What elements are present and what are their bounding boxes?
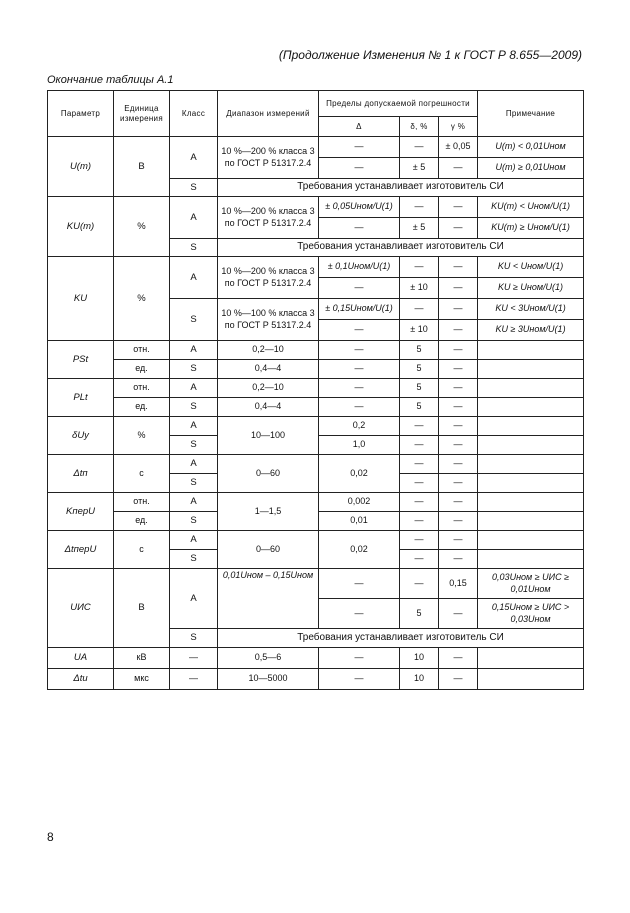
table-caption: Окончание таблицы А.1 [47, 74, 174, 86]
dtn-a-note [478, 455, 584, 474]
unit-u-m: В [114, 137, 170, 197]
class-dti: — [170, 669, 218, 690]
ku-m-r1-note: KU(m) < Uном/U(1) [478, 197, 584, 218]
pst-s-abs: — [319, 360, 400, 379]
range-ku-m: 10 %—200 % класса 3 по ГОСТ Р 51317.2.4 [218, 197, 319, 239]
range-plt-a: 0,2—10 [218, 379, 319, 398]
dur-s-note [478, 436, 584, 455]
ku-m-r1-gamma: — [439, 197, 478, 218]
header-gamma: γ % [439, 117, 478, 137]
dtn-s-rel: — [400, 474, 439, 493]
class-ua: — [170, 648, 218, 669]
header-param: Параметр [48, 91, 114, 137]
dur-s-rel: — [400, 436, 439, 455]
dur-a-abs: 0,2 [319, 417, 400, 436]
pst-s-gamma: — [439, 360, 478, 379]
class-ku-a: A [170, 257, 218, 299]
ua-rel: 10 [400, 648, 439, 669]
u-m-r1-gamma: ± 0,05 [439, 137, 478, 158]
param-u-m: U(m) [48, 137, 114, 197]
class-dur-s: S [170, 436, 218, 455]
range-ua: 0,5—6 [218, 648, 319, 669]
uis-r2-note: 0,15Uном ≥ UИС > 0,03Uном [478, 599, 584, 629]
uis-r1-note: 0,03Uном ≥ UИС ≥ 0,01Uном [478, 569, 584, 599]
class-ku-m-s: S [170, 239, 218, 257]
range-dur: 10—100 [218, 417, 319, 455]
header-unit: Единица измерения [114, 91, 170, 137]
ku-a1-gamma: — [439, 257, 478, 278]
class-dtper-s: S [170, 550, 218, 569]
page-header: (Продолжение Изменения № 1 к ГОСТ Р 8.655—2009) [278, 48, 582, 62]
class-plt-s: S [170, 398, 218, 417]
ku-m-r2-rel: ± 5 [400, 218, 439, 239]
dtn-abs: 0,02 [319, 455, 400, 493]
ku-s2-abs: — [319, 320, 400, 341]
kper-a-note [478, 493, 584, 512]
pst-a-note [478, 341, 584, 360]
class-uis-a: A [170, 569, 218, 629]
ku-s2-gamma: — [439, 320, 478, 341]
range-dtn: 0—60 [218, 455, 319, 493]
ku-a2-gamma: — [439, 278, 478, 299]
kper-s-note [478, 512, 584, 531]
unit-dti: мкс [114, 669, 170, 690]
unit-ua: кВ [114, 648, 170, 669]
u-m-r2-note: U(m) ≥ 0,01Uном [478, 158, 584, 179]
dti-gamma: — [439, 669, 478, 690]
header-delta-abs: Δ [319, 117, 400, 137]
plt-s-gamma: — [439, 398, 478, 417]
page-number: 8 [47, 830, 54, 844]
class-dtn-a: A [170, 455, 218, 474]
ku-a2-note: KU ≥ Uном/U(1) [478, 278, 584, 299]
dtper-s-gamma: — [439, 550, 478, 569]
unit-uis: В [114, 569, 170, 648]
plt-a-rel: 5 [400, 379, 439, 398]
unit-plt-2: ед. [114, 398, 170, 417]
unit-pst-1: отн. [114, 341, 170, 360]
param-dtn: Δtп [48, 455, 114, 493]
header-range: Диапазон измерений [218, 91, 319, 137]
unit-plt-1: отн. [114, 379, 170, 398]
dtper-s-note [478, 550, 584, 569]
range-kper: 1—1,5 [218, 493, 319, 531]
range-ku-s: 10 %—100 % класса 3 по ГОСТ Р 51317.2.4 [218, 299, 319, 341]
plt-a-abs: — [319, 379, 400, 398]
uis-requirement: Требования устанавливает изготовитель СИ [218, 629, 584, 648]
ku-m-r1-rel: — [400, 197, 439, 218]
ua-note [478, 648, 584, 669]
param-uis: UИС [48, 569, 114, 648]
pst-s-note [478, 360, 584, 379]
plt-a-gamma: — [439, 379, 478, 398]
uis-r1-gamma: 0,15 [439, 569, 478, 599]
ku-s1-rel: — [400, 299, 439, 320]
ku-m-r2-note: KU(m) ≥ Uном/U(1) [478, 218, 584, 239]
ku-s1-gamma: — [439, 299, 478, 320]
param-dti: Δtи [48, 669, 114, 690]
ku-a2-abs: — [319, 278, 400, 299]
param-dur: δUу [48, 417, 114, 455]
dtper-abs: 0,02 [319, 531, 400, 569]
ku-a1-note: KU < Uном/U(1) [478, 257, 584, 278]
ku-s2-rel: ± 10 [400, 320, 439, 341]
ku-m-r2-abs: — [319, 218, 400, 239]
u-m-r1-abs: — [319, 137, 400, 158]
ku-a1-abs: ± 0,1Uном/U(1) [319, 257, 400, 278]
uis-r2-abs: — [319, 599, 400, 629]
ku-s1-note: KU < 3Uном/U(1) [478, 299, 584, 320]
header-class: Класс [170, 91, 218, 137]
plt-s-rel: 5 [400, 398, 439, 417]
range-ku-a: 10 %—200 % класса 3 по ГОСТ Р 51317.2.4 [218, 257, 319, 299]
u-m-requirement: Требования устанавливает изготовитель СИ [218, 179, 584, 197]
unit-kper-1: отн. [114, 493, 170, 512]
class-dtn-s: S [170, 474, 218, 493]
dur-s-abs: 1,0 [319, 436, 400, 455]
plt-a-note [478, 379, 584, 398]
dur-a-note [478, 417, 584, 436]
ku-m-r2-gamma: — [439, 218, 478, 239]
range-plt-s: 0,4—4 [218, 398, 319, 417]
param-dtper: ΔtперU [48, 531, 114, 569]
kper-s-abs: 0,01 [319, 512, 400, 531]
unit-dtn: с [114, 455, 170, 493]
class-u-m-a: A [170, 137, 218, 179]
class-uis-s: S [170, 629, 218, 648]
kper-s-rel: — [400, 512, 439, 531]
range-pst-s: 0,4—4 [218, 360, 319, 379]
dtper-s-rel: — [400, 550, 439, 569]
range-dtper: 0—60 [218, 531, 319, 569]
unit-ku-m: % [114, 197, 170, 257]
param-ku: KU [48, 257, 114, 341]
range-dti: 10—5000 [218, 669, 319, 690]
header-delta-rel: δ, % [400, 117, 439, 137]
unit-kper-2: ед. [114, 512, 170, 531]
kper-a-rel: — [400, 493, 439, 512]
u-m-r1-note: U(m) < 0,01Uном [478, 137, 584, 158]
kper-a-abs: 0,002 [319, 493, 400, 512]
u-m-r2-rel: ± 5 [400, 158, 439, 179]
uis-r1-rel: — [400, 569, 439, 599]
uis-r2-rel: 5 [400, 599, 439, 629]
class-ku-m-a: A [170, 197, 218, 239]
class-pst-s: S [170, 360, 218, 379]
range-u-m: 10 %—200 % класса 3 по ГОСТ Р 51317.2.4 [218, 137, 319, 179]
class-pst-a: A [170, 341, 218, 360]
class-ku-s: S [170, 299, 218, 341]
uis-r2-gamma: — [439, 599, 478, 629]
ku-m-r1-abs: ± 0,05Uном/U(1) [319, 197, 400, 218]
ku-a2-rel: ± 10 [400, 278, 439, 299]
dur-s-gamma: — [439, 436, 478, 455]
param-pst: PSt [48, 341, 114, 379]
param-plt: PLt [48, 379, 114, 417]
param-ua: UA [48, 648, 114, 669]
plt-s-note [478, 398, 584, 417]
unit-dur: % [114, 417, 170, 455]
class-kper-a: A [170, 493, 218, 512]
range-uis: 0,01Uном – 0,15Uном [218, 569, 319, 629]
class-kper-s: S [170, 512, 218, 531]
range-pst-a: 0,2—10 [218, 341, 319, 360]
dti-note [478, 669, 584, 690]
class-plt-a: A [170, 379, 218, 398]
dtper-a-gamma: — [439, 531, 478, 550]
header-limits: Пределы допускаемой погрешности [319, 91, 478, 117]
plt-s-abs: — [319, 398, 400, 417]
unit-dtper: с [114, 531, 170, 569]
dtn-s-note [478, 474, 584, 493]
ua-gamma: — [439, 648, 478, 669]
unit-ku: % [114, 257, 170, 341]
dur-a-rel: — [400, 417, 439, 436]
dti-rel: 10 [400, 669, 439, 690]
dtper-a-note [478, 531, 584, 550]
pst-a-abs: — [319, 341, 400, 360]
uis-r1-abs: — [319, 569, 400, 599]
ku-a1-rel: — [400, 257, 439, 278]
ku-s2-note: KU ≥ 3Uном/U(1) [478, 320, 584, 341]
dtper-a-rel: — [400, 531, 439, 550]
class-dtper-a: A [170, 531, 218, 550]
pst-a-gamma: — [439, 341, 478, 360]
kper-s-gamma: — [439, 512, 478, 531]
kper-a-gamma: — [439, 493, 478, 512]
header-note: Примечание [478, 91, 584, 137]
table-a1 [47, 90, 584, 690]
dtn-s-gamma: — [439, 474, 478, 493]
unit-pst-2: ед. [114, 360, 170, 379]
pst-a-rel: 5 [400, 341, 439, 360]
dtn-a-gamma: — [439, 455, 478, 474]
u-m-r2-gamma: — [439, 158, 478, 179]
u-m-r1-rel: — [400, 137, 439, 158]
class-u-m-s: S [170, 179, 218, 197]
dti-abs: — [319, 669, 400, 690]
ua-abs: — [319, 648, 400, 669]
param-kper: KперU [48, 493, 114, 531]
u-m-r2-abs: — [319, 158, 400, 179]
ku-m-requirement: Требования устанавливает изготовитель СИ [218, 239, 584, 257]
param-ku-m: KU(m) [48, 197, 114, 257]
dur-a-gamma: — [439, 417, 478, 436]
dtn-a-rel: — [400, 455, 439, 474]
pst-s-rel: 5 [400, 360, 439, 379]
ku-s1-abs: ± 0,15Uном/U(1) [319, 299, 400, 320]
class-dur-a: A [170, 417, 218, 436]
